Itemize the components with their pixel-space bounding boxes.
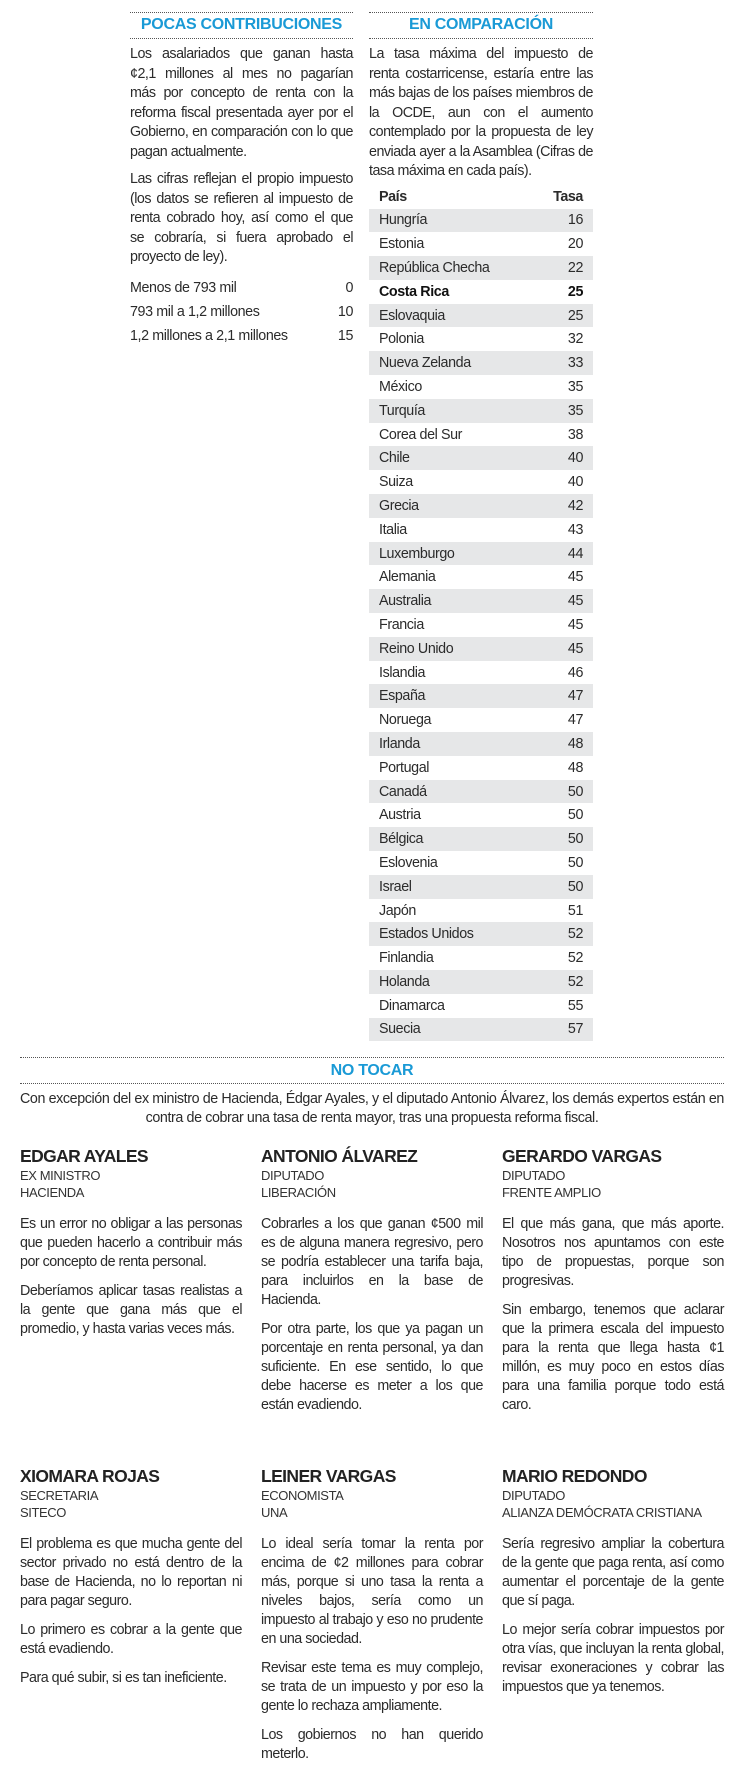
- table-row: [369, 232, 593, 256]
- table-row: [369, 256, 593, 280]
- bracket-value: 0: [345, 279, 353, 296]
- country-cell: Grecia: [369, 494, 531, 518]
- expert-name: MARIO REDONDO: [502, 1466, 647, 1486]
- table-row: [369, 780, 593, 804]
- country-cell: Austria: [379, 807, 421, 824]
- table-row: [369, 803, 593, 827]
- expert-quote: Lo ideal sería tomar la renta por encima de ¢2 millones para cobrar más, porque si uno tasa la renta a niveles bajos, sería como un impuesto al trabajo y eso no prudente en una sociedad.: [261, 1536, 483, 1647]
- country-cell: Eslovenia: [379, 854, 438, 871]
- table-row: [369, 970, 593, 994]
- table-row: [369, 470, 593, 494]
- country-cell: Turquía: [369, 399, 531, 423]
- rate-cell: 40: [531, 446, 593, 470]
- table-row: [369, 946, 593, 970]
- expert-quote: Es un error no obligar a las personas que pueden hacerlo a contribuir más por concepto de renta personal.: [20, 1216, 242, 1270]
- expert-card: [502, 1465, 724, 1697]
- rate-cell: 45: [531, 637, 593, 661]
- rates-table-body: [369, 209, 593, 1042]
- rate-cell: 48: [567, 759, 583, 776]
- table-row: [369, 875, 593, 899]
- rate-cell: 50: [567, 854, 583, 871]
- rate-cell: 45: [567, 569, 583, 586]
- rate-cell: 57: [531, 1018, 593, 1042]
- rate-cell: 33: [531, 351, 593, 375]
- expert-quote: Sería regresivo ampliar la cobertura de la gente que paga renta, así como aumentar el porcentaje de la gente que sí paga.: [502, 1536, 724, 1609]
- expert-role: DIPUTADO: [502, 1168, 566, 1183]
- left-paragraph-1: Los asalariados que ganan hasta ¢2,1 millones al mes no pagarían más por concepto de renta con la reforma fiscal presentada ayer por el Gobierno, en comparación con lo que pagan actualmente.: [130, 46, 353, 160]
- expert-quote: Deberíamos aplicar tasas realistas a la gente que gana más que el promedio, y hasta varias veces más.: [20, 1283, 242, 1337]
- table-row: [369, 994, 593, 1018]
- country-cell: Reino Unido: [369, 637, 531, 661]
- rate-cell: 47: [531, 684, 593, 708]
- country-cell: Japón: [379, 902, 416, 919]
- bracket-label: Menos de 793 mil: [130, 279, 237, 296]
- table-row: [369, 613, 593, 637]
- bottom-section: [20, 1057, 724, 1128]
- rate-cell: 46: [567, 664, 583, 681]
- expert-role: SECRETARIA: [20, 1488, 99, 1503]
- table-row: [369, 280, 593, 304]
- table-row: [369, 661, 593, 685]
- rate-cell: 51: [567, 902, 583, 919]
- expert-affiliation: SITECO: [20, 1505, 66, 1520]
- rate-cell: 50: [567, 807, 583, 824]
- rate-cell: 50: [531, 875, 593, 899]
- country-cell: Canadá: [369, 780, 531, 804]
- table-row: [369, 589, 593, 613]
- bottom-intro: Con excepción del ex ministro de Hacienda, Édgar Ayales, y el diputado Antonio Álvarez, los demás expertos están en contra de cobrar una tasa de renta mayor, tras una propuesta reforma fiscal.: [20, 1091, 724, 1126]
- left-section-title: POCAS CONTRIBUCIONES: [140, 16, 343, 33]
- rate-cell: 22: [531, 256, 593, 280]
- expert-affiliation: ALIANZA DEMÓCRATA CRISTIANA: [502, 1505, 702, 1520]
- expert-quote: Cobrarles a los que ganan ¢500 mil es de alguna manera regresivo, pero se podría establecer una tarifa baja, para incluirlos en la base de Hacienda.: [261, 1216, 483, 1308]
- expert-role: DIPUTADO: [502, 1488, 566, 1503]
- rate-cell: 38: [567, 426, 583, 443]
- expert-quote: Por otra parte, los que ya pagan un porcentaje en renta personal, ya dan suficiente. En ese sentido, lo que debe hacerse es meter a los que están evadiendo.: [261, 1321, 483, 1413]
- rate-cell: 20: [567, 236, 583, 253]
- country-cell: Suiza: [379, 474, 413, 491]
- rate-cell: 52: [531, 970, 593, 994]
- country-cell: Dinamarca: [379, 997, 445, 1014]
- expert-affiliation: UNA: [261, 1505, 288, 1520]
- country-cell: Noruega: [379, 712, 432, 729]
- country-cell: Costa Rica: [379, 283, 449, 300]
- table-row: [369, 922, 593, 946]
- bracket-value: 15: [337, 327, 353, 344]
- rate-cell: 35: [567, 378, 583, 395]
- country-cell: Francia: [379, 616, 424, 633]
- table-row: [369, 446, 593, 470]
- table-row: [369, 542, 593, 566]
- expert-quote: Para qué subir, si es tan ineficiente.: [20, 1670, 227, 1686]
- bracket-row: [130, 300, 353, 324]
- table-row: [369, 494, 593, 518]
- bottom-section-title: NO TOCAR: [330, 1062, 414, 1079]
- country-cell: Alemania: [379, 569, 436, 586]
- country-cell: Italia: [379, 521, 407, 538]
- right-paragraph: La tasa máxima del impuesto de renta costarricense, estaría entre las más bajas de los países miembros de la OCDE, aun con el aumento contemplado por la propuesta de ley enviada ayer a la Asamblea (Cifras de tasa máxima en cada país).: [369, 46, 593, 179]
- bracket-row: [130, 324, 353, 348]
- country-cell: Estados Unidos: [369, 922, 531, 946]
- expert-quote: Revisar este tema es muy complejo, se trata de un impuesto y por eso la gente lo rechaza ampliamente.: [261, 1660, 483, 1714]
- expert-name: LEINER VARGAS: [261, 1466, 396, 1486]
- expert-affiliation: FRENTE AMPLIO: [502, 1185, 601, 1200]
- expert-card: [20, 1145, 242, 1339]
- expert-quote: Los gobiernos no han querido meterlo.: [261, 1727, 483, 1762]
- expert-quote: El que más gana, que más aporte. Nosotros nos apuntamos con este tipo de propuestas, porque son progresivas.: [502, 1216, 724, 1289]
- bracket-row: [130, 276, 353, 300]
- table-row: [369, 423, 593, 447]
- bracket-list: [130, 276, 353, 348]
- country-cell: Bélgica: [369, 827, 531, 851]
- expert-quote: El problema es que mucha gente del sector privado no está dentro de la base de Hacienda, no lo reportan ni para pagar seguro.: [20, 1536, 242, 1609]
- country-cell: Hungría: [369, 209, 531, 233]
- right-section-title: EN COMPARACIÓN: [409, 16, 553, 33]
- bracket-label: 1,2 millones a 2,1 millones: [130, 327, 288, 344]
- country-cell: Finlandia: [379, 950, 434, 967]
- expert-card: [20, 1465, 242, 1688]
- expert-name: XIOMARA ROJAS: [20, 1466, 160, 1486]
- expert-card: [502, 1145, 724, 1415]
- country-cell: Nueva Zelanda: [369, 351, 531, 375]
- table-row: [369, 827, 593, 851]
- table-row: [369, 351, 593, 375]
- expert-name: ANTONIO ÁLVAREZ: [261, 1146, 418, 1166]
- country-cell: Suecia: [369, 1018, 531, 1042]
- rate-cell: 25: [531, 304, 593, 328]
- expert-affiliation: LIBERACIÓN: [261, 1185, 336, 1200]
- expert-quote: Lo primero es cobrar a la gente que está evadiendo.: [20, 1622, 242, 1657]
- country-cell: Israel: [369, 875, 531, 899]
- rate-cell: 35: [531, 399, 593, 423]
- expert-role: EX MINISTRO: [20, 1168, 101, 1183]
- rate-cell: 50: [531, 827, 593, 851]
- country-cell: México: [379, 378, 422, 395]
- country-cell: Chile: [369, 446, 531, 470]
- rate-cell: 47: [567, 712, 583, 729]
- table-row: [369, 684, 593, 708]
- rate-cell: 16: [531, 209, 593, 233]
- column-header-country: País: [379, 188, 407, 205]
- left-paragraph-2: Las cifras reflejan el propio impuesto (los datos se refieren al impuesto de renta cobrado hoy, así como el que se cobraría, si fuera aprobado el proyecto de ley).: [130, 171, 353, 265]
- table-row: [369, 565, 593, 589]
- title-divider: [369, 38, 593, 39]
- table-row: [369, 732, 593, 756]
- country-cell: Portugal: [379, 759, 430, 776]
- country-cell: Holanda: [369, 970, 531, 994]
- rate-cell: 48: [531, 732, 593, 756]
- title-divider: [20, 1083, 724, 1084]
- expert-name: GERARDO VARGAS: [502, 1146, 662, 1166]
- column-header-rate: Tasa: [553, 188, 583, 205]
- country-cell: Irlanda: [369, 732, 531, 756]
- country-cell: Eslovaquia: [369, 304, 531, 328]
- table-row: [369, 209, 593, 233]
- rates-table: [369, 185, 593, 1042]
- rate-cell: 40: [567, 474, 583, 491]
- expert-role: DIPUTADO: [261, 1168, 325, 1183]
- expert-card: [261, 1465, 483, 1764]
- rate-cell: 52: [531, 922, 593, 946]
- right-section: [369, 12, 593, 1041]
- title-divider: [130, 38, 353, 39]
- table-row: [369, 756, 593, 780]
- rate-cell: 45: [567, 616, 583, 633]
- table-row: [369, 518, 593, 542]
- country-cell: Polonia: [379, 331, 424, 348]
- rate-cell: 42: [531, 494, 593, 518]
- table-row: [369, 327, 593, 351]
- left-section: [130, 12, 353, 348]
- country-cell: Australia: [369, 589, 531, 613]
- country-cell: Corea del Sur: [379, 426, 463, 443]
- expert-name: EDGAR AYALES: [20, 1146, 148, 1166]
- table-row: [369, 899, 593, 923]
- expert-quote: Sin embargo, tenemos que aclarar que la primera escala del impuesto para la renta que llega hasta ¢1 millón, es muy poco en estos días para una familia porque todo está caro.: [502, 1302, 724, 1413]
- country-cell: Estonia: [379, 236, 424, 253]
- bracket-value: 10: [337, 303, 353, 320]
- country-cell: República Checha: [369, 256, 531, 280]
- rate-cell: 55: [567, 997, 583, 1014]
- expert-affiliation: HACIENDA: [20, 1185, 84, 1200]
- country-cell: Luxemburgo: [369, 542, 531, 566]
- rate-cell: 25: [567, 283, 583, 300]
- table-row: [369, 399, 593, 423]
- bracket-label: 793 mil a 1,2 millones: [130, 303, 260, 320]
- rate-cell: 43: [567, 521, 583, 538]
- expert-quote: Lo mejor sería cobrar impuestos por otra vías, que incluyan la renta global, revisar exoneraciones y cobrar las impuestos que ya tenemos.: [502, 1622, 724, 1695]
- country-cell: Islandia: [379, 664, 426, 681]
- rate-cell: 45: [531, 589, 593, 613]
- country-cell: España: [369, 684, 531, 708]
- table-row: [369, 304, 593, 328]
- table-row: [369, 851, 593, 875]
- table-header-row: [369, 185, 593, 209]
- table-row: [369, 375, 593, 399]
- table-row: [369, 637, 593, 661]
- expert-role: ECONOMISTA: [261, 1488, 344, 1503]
- rate-cell: 32: [567, 331, 583, 348]
- rate-cell: 52: [567, 950, 583, 967]
- table-row: [369, 708, 593, 732]
- expert-card: [261, 1145, 483, 1415]
- rate-cell: 50: [531, 780, 593, 804]
- rate-cell: 44: [531, 542, 593, 566]
- table-row: [369, 1018, 593, 1042]
